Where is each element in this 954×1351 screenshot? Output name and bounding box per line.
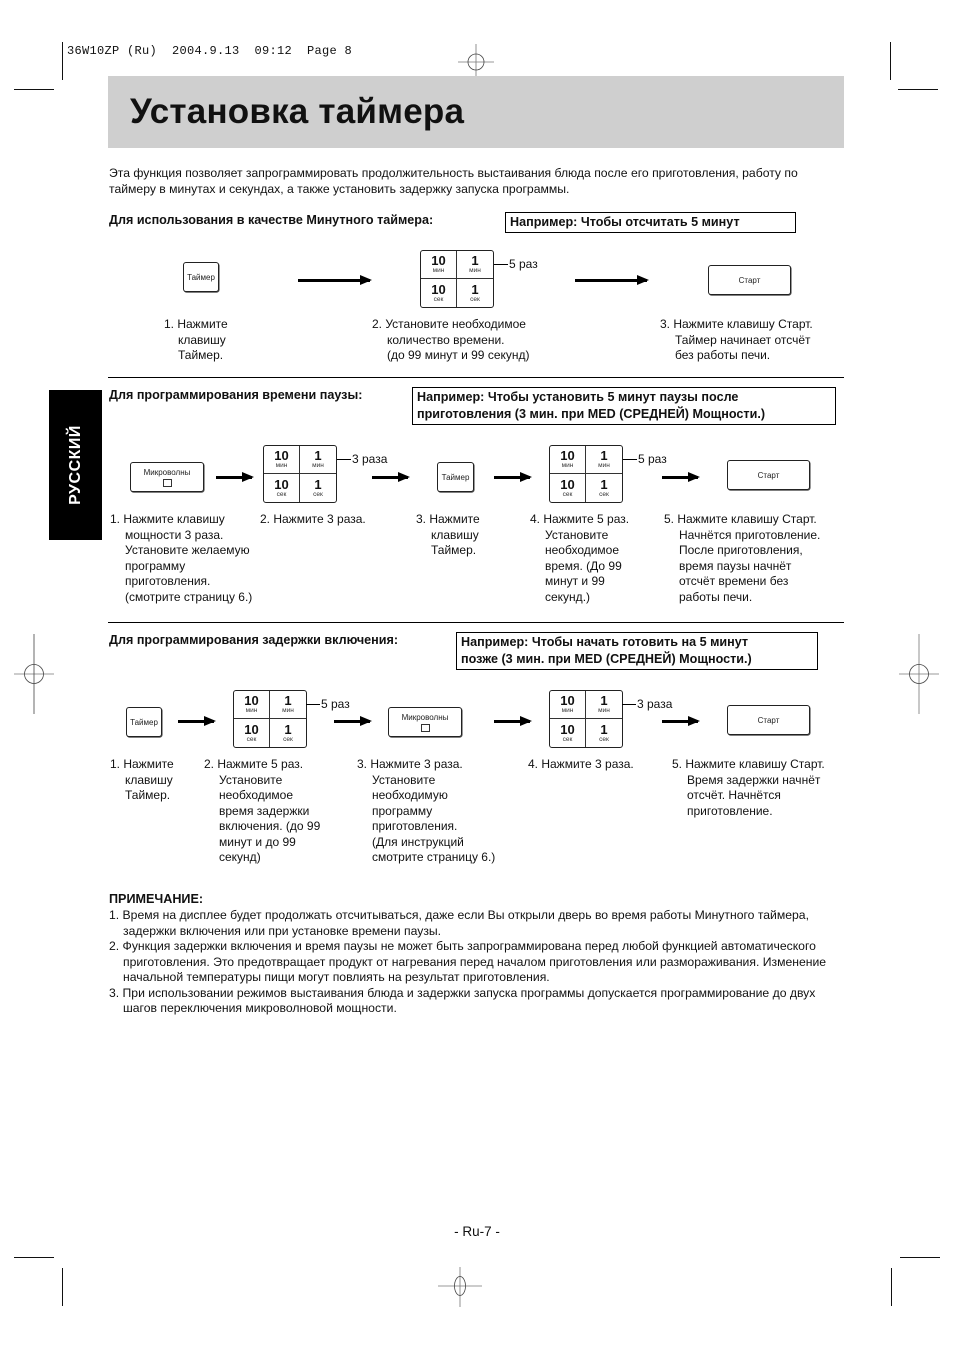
key-10-min[interactable]: 10 мин [234, 691, 270, 719]
timer-button-label: Таймер [130, 717, 158, 727]
timer-button[interactable] [437, 462, 474, 492]
key-1-min[interactable]: 1 мин [586, 446, 622, 474]
registration-mark-icon [14, 634, 54, 714]
step-1: 1. Нажмите клавишу мощности 3 раза. Установите желаемую программу приготовления. (смотрите страницу 6.) [110, 512, 253, 604]
start-button-label: Старт [738, 275, 761, 285]
title-band [108, 76, 844, 148]
crop-mark [891, 1268, 892, 1306]
note-title: ПРИМЕЧАНИЕ: [109, 892, 204, 906]
microwave-icon [421, 724, 430, 732]
note-list [109, 908, 839, 1017]
section-pause-example: Например: Чтобы установить 5 минут паузы после приготовления (3 мин. при MED (СРЕДНЕЙ) Мощности.) [412, 387, 836, 425]
key-1-min[interactable]: 1 мин [300, 446, 336, 474]
crop-mark [898, 89, 938, 90]
timer-button[interactable] [126, 707, 162, 737]
section-divider [108, 622, 844, 623]
section-delay-start-label: Для программирования задержки включения: [109, 633, 399, 647]
language-tab-label: РУССКИЙ [66, 425, 84, 505]
step-3: 3. Нажмите 3 раза. Установите необходимую программу приготовления. (Для инструкций смотрите страницу 6.) [357, 757, 496, 864]
timer-button-label: Таймер [441, 472, 470, 482]
key-10-min[interactable]: 10 мин [550, 691, 586, 719]
time-keypad [263, 445, 337, 503]
step-3: 3. Нажмите клавишу Старт. Таймер начинает отсчёт без работы печи. [660, 317, 813, 362]
microwave-icon [163, 479, 172, 487]
key-10-sec[interactable]: 10 сек [421, 279, 457, 307]
crop-mark [62, 1268, 63, 1306]
start-button-label: Старт [757, 715, 780, 725]
arrow-icon [334, 720, 370, 723]
arrow-icon [575, 279, 647, 282]
start-button[interactable] [708, 265, 791, 295]
press-count-label: 3 раза [337, 452, 387, 466]
key-1-sec[interactable]: 1 сек [599, 476, 609, 498]
section-minute-timer-label: Для использования в качестве Минутного таймера: [109, 213, 434, 227]
microwave-button[interactable] [388, 707, 462, 737]
key-1-sec[interactable]: 1 сек [470, 281, 480, 303]
key-10-min[interactable]: 10 мин [264, 446, 300, 474]
key-1-min[interactable]: 1 мин [586, 691, 622, 719]
page-title: Установка таймера [130, 92, 465, 131]
key-10-sec[interactable]: 10 сек [550, 719, 586, 747]
registration-mark-icon [899, 634, 939, 714]
print-header: 36W10ZP (Ru) 2004.9.13 09:12 Page 8 [67, 44, 353, 58]
key-1-sec[interactable]: 1 сек [313, 476, 323, 498]
press-count-label: 5 раз [623, 452, 667, 466]
key-10-sec[interactable]: 10 сек [550, 474, 586, 502]
crop-mark [14, 1257, 54, 1258]
note-item: 3. При использовании режимов выстаивания блюда и задержки запуска программы допускается программирование до двух шагов переключения микроволновой мощности. [109, 985, 816, 1015]
time-keypad [549, 690, 623, 748]
timer-button[interactable] [183, 262, 219, 292]
step-4: 4. Нажмите 5 раз. Установите необходимое время. (До 99 минут и 99 секунд.) [530, 512, 630, 604]
time-keypad [233, 690, 307, 748]
step-5: 5. Нажмите клавишу Старт. Время задержки начнёт отсчёт. Начнётся приготовление. [672, 757, 825, 818]
arrow-icon [372, 476, 408, 479]
press-count-label: 5 раз [306, 697, 350, 711]
time-keypad [420, 250, 494, 308]
start-button[interactable] [727, 460, 810, 490]
step-5: 5. Нажмите клавишу Старт. Начнётся приготовление. После приготовления, время паузы начнёт отсчёт времени без работы печи. [664, 512, 821, 604]
key-1-min[interactable]: 1 мин [457, 251, 493, 279]
arrow-icon [298, 279, 370, 282]
language-tab [49, 390, 102, 540]
start-button-label: Старт [757, 470, 780, 480]
step-1: 1. Нажмите клавишу Таймер. [110, 757, 174, 802]
step-2: 2. Нажмите 3 раза. [260, 512, 366, 526]
arrow-icon [178, 720, 214, 723]
section-pause-label: Для программирования времени паузы: [109, 388, 363, 402]
key-10-min[interactable]: 10 мин [550, 446, 586, 474]
crop-mark [890, 42, 891, 80]
note-item: 2. Функция задержки включения и время паузы не может быть запрограммирована перед любой функцией автоматического приготовления. Это предотвращает продукт от нагревания перед началом приготовления или размораживания. Изменение начальной температуры пищи могут повлиять на результат приготовления. [109, 939, 827, 984]
section-delay-start-example: Например: Чтобы начать готовить на 5 минут позже (3 мин. при MED (СРЕДНЕЙ) Мощности.) [456, 632, 818, 670]
registration-mark-icon [438, 1267, 482, 1307]
page-number: - Ru-7 - [454, 1224, 500, 1239]
microwave-button[interactable] [130, 462, 204, 492]
intro-paragraph: Эта функция позволяет запрограммировать продолжительность выстаивания блюда после его приготовления, работу по таймеру в минутах и секундах, а также установить задержку запуска программы. [109, 166, 798, 196]
key-10-min[interactable]: 10 мин [421, 251, 457, 279]
timer-button-label: Таймер [187, 272, 215, 282]
key-10-sec[interactable]: 10 сек [264, 474, 300, 502]
section-minute-timer-example: Например: Чтобы отсчитать 5 минут [505, 212, 796, 233]
crop-mark [14, 89, 54, 90]
press-count-label: 5 раз [494, 257, 538, 271]
key-1-sec[interactable]: 1 сек [599, 721, 609, 743]
microwave-button-label: Микроволны [401, 712, 449, 722]
key-10-sec[interactable]: 10 сек [234, 719, 270, 747]
arrow-icon [662, 720, 698, 723]
arrow-icon [494, 476, 530, 479]
step-1: 1. Нажмите клавишу Таймер. [164, 317, 228, 362]
arrow-icon [216, 476, 252, 479]
key-1-sec[interactable]: 1 сек [283, 721, 293, 743]
arrow-icon [494, 720, 530, 723]
microwave-button-label: Микроволны [143, 467, 191, 477]
registration-mark-icon [458, 44, 494, 80]
crop-mark [900, 1257, 940, 1258]
note-item: 1. Время на дисплее будет продолжать отсчитываться, даже если Вы открыли дверь во время работы Минутного таймера, задержки включения или при установке времени паузы. [109, 908, 809, 938]
arrow-icon [662, 476, 698, 479]
step-4: 4. Нажмите 3 раза. [528, 757, 634, 771]
time-keypad [549, 445, 623, 503]
step-2: 2. Нажмите 5 раз. Установите необходимое время задержки включения. (до 99 минут и до 99 секунд) [204, 757, 321, 864]
press-count-label: 3 раза [622, 697, 672, 711]
section-divider [108, 377, 844, 378]
step-2: 2. Установите необходимое количество времени. (до 99 минут и 99 секунд) [372, 317, 530, 362]
key-1-min[interactable]: 1 мин [270, 691, 306, 719]
start-button[interactable] [727, 705, 810, 735]
crop-mark [62, 42, 63, 80]
step-3: 3. Нажмите клавишу Таймер. [416, 512, 480, 557]
